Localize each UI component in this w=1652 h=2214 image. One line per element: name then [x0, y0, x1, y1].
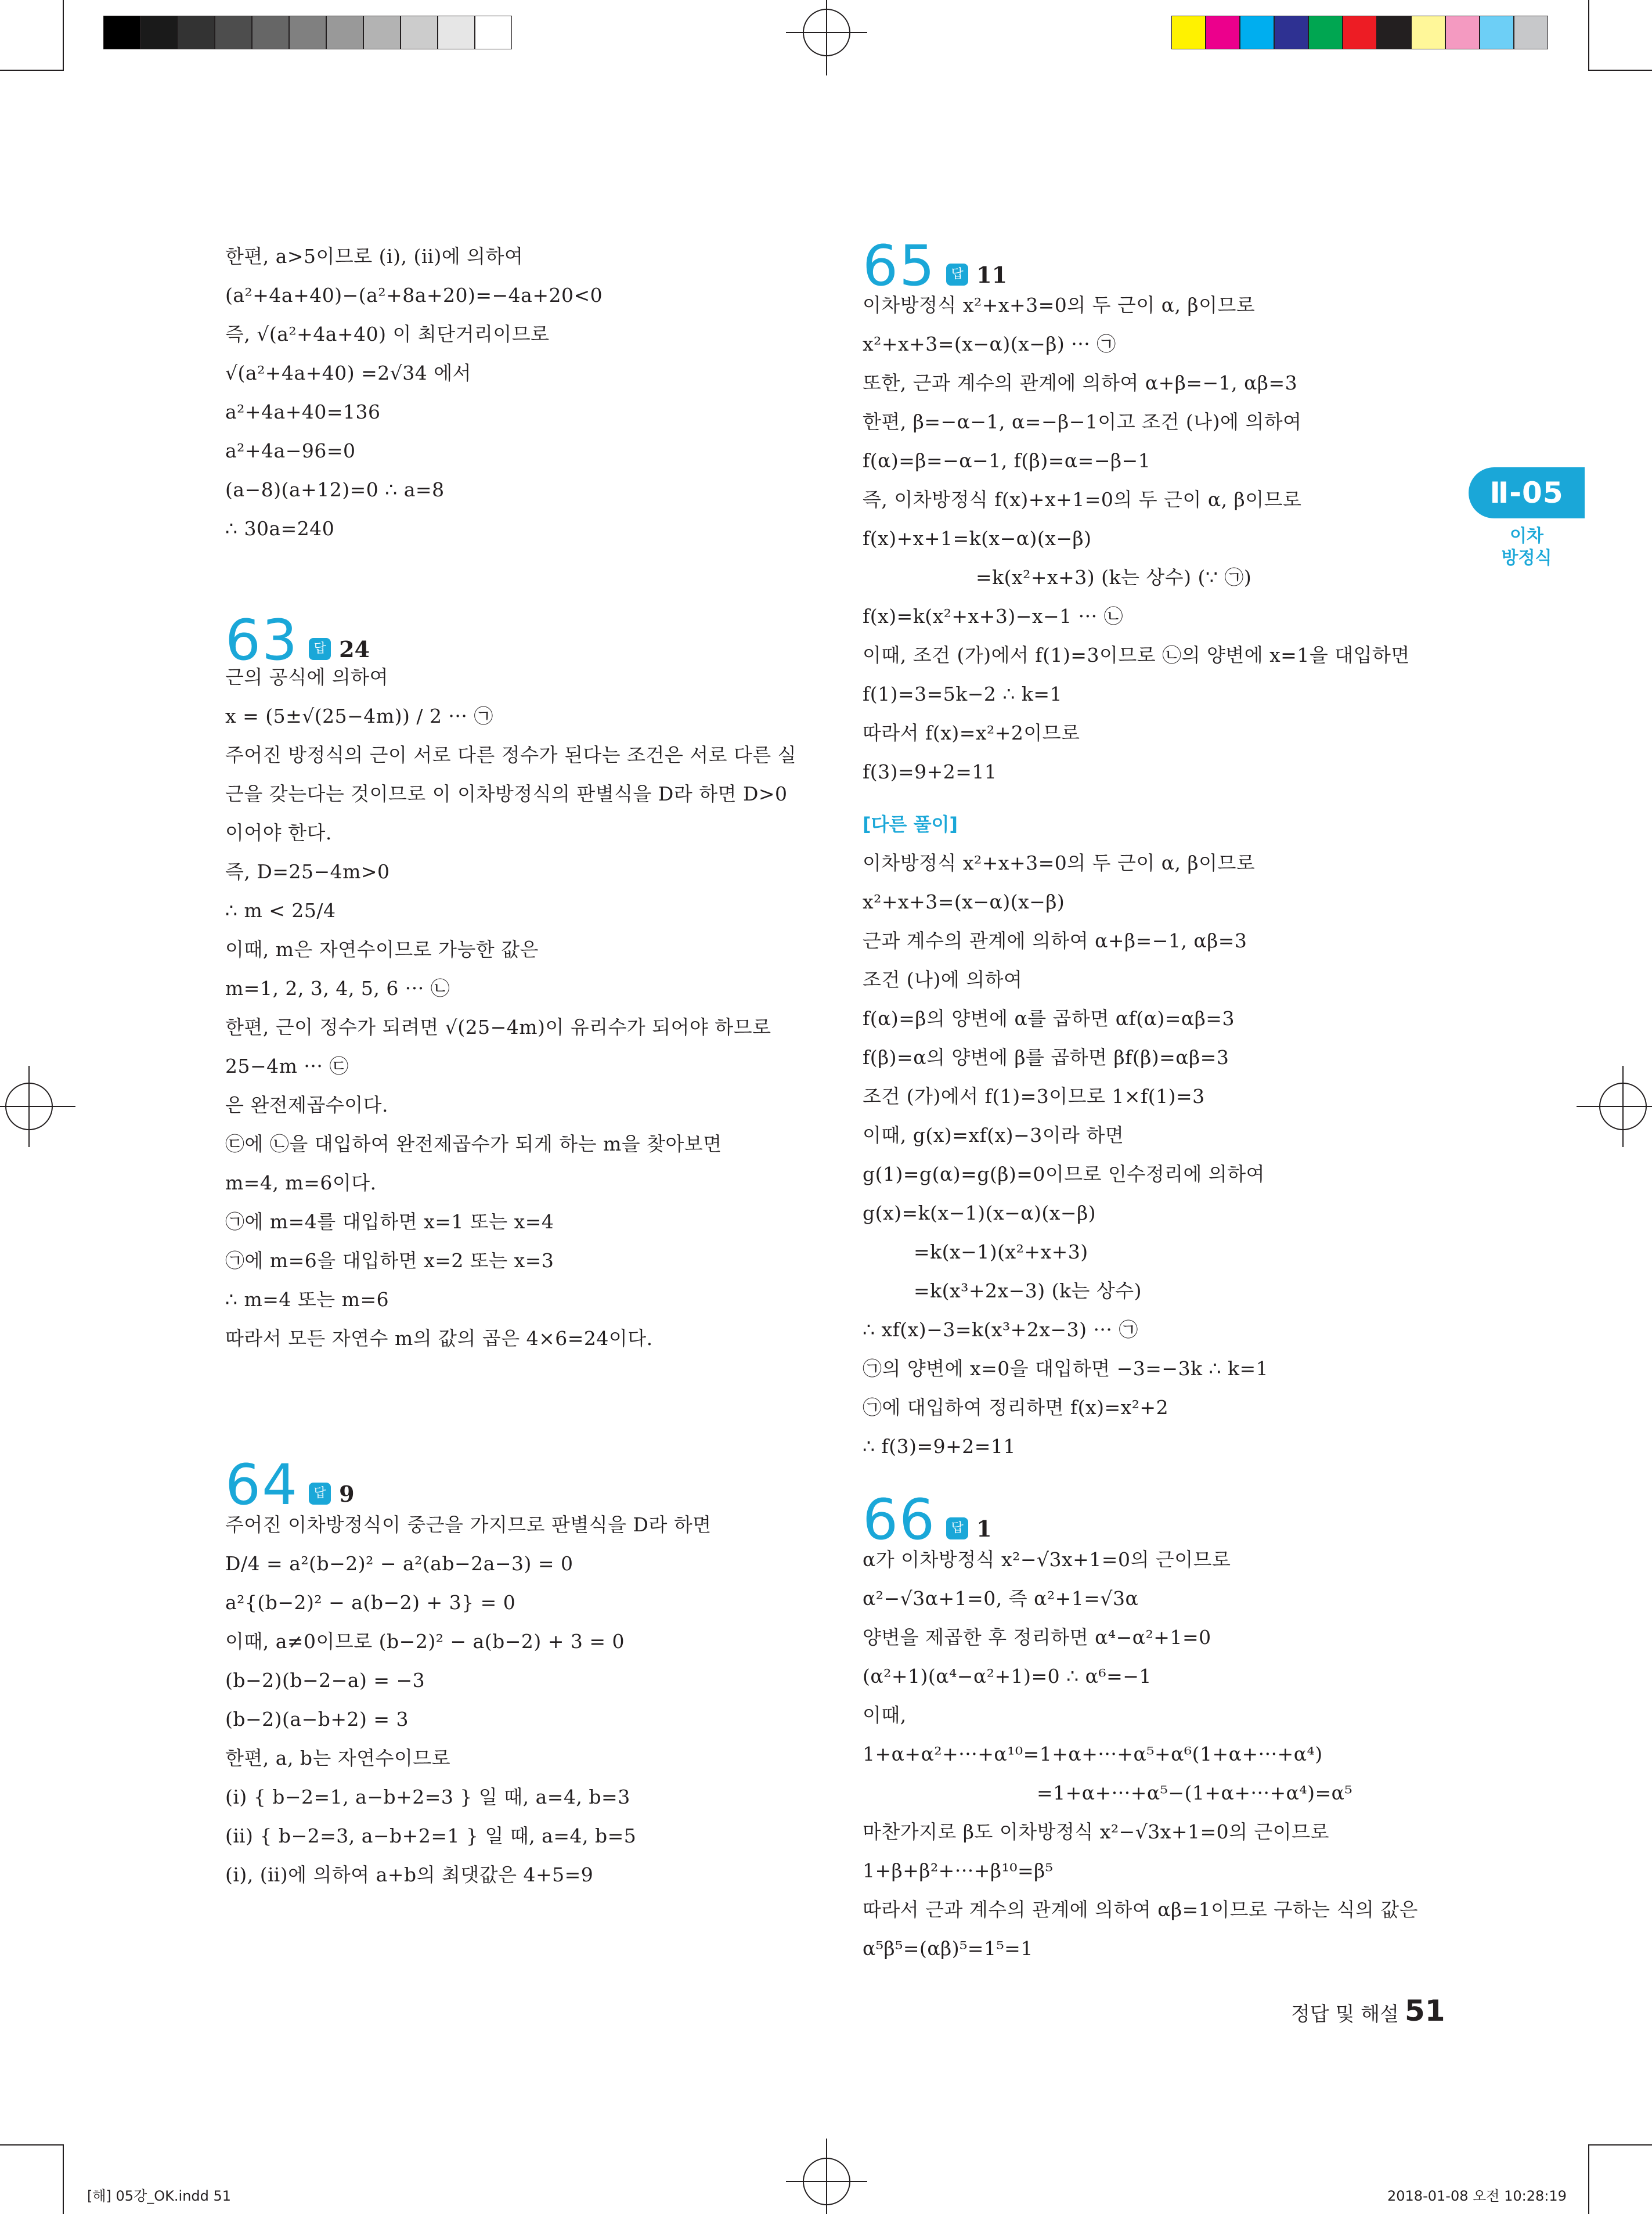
text-line: f(x)+x+1=k(x−α)(x−β): [863, 527, 1092, 550]
q65-header: [863, 233, 1008, 298]
q63-header: [225, 608, 370, 673]
text-line: α²−√3α+1=0, 즉 α²+1=√3α: [863, 1587, 1139, 1610]
color-swatch: [1480, 16, 1514, 49]
q64-answer: 9: [339, 1481, 355, 1507]
text-line: (a²+4a+40)−(a²+8a+20)=−4a+20<0: [225, 284, 603, 307]
text-line: √(a²+4a+40) =2√34 에서: [225, 362, 472, 384]
text-line: =k(x−1)(x²+x+3): [914, 1241, 1088, 1263]
text-line: 즉, D=25−4m>0: [225, 860, 390, 883]
crop-mark-bottom-left-v: [63, 2144, 64, 2214]
text-line: 한편, a>5이므로 (ⅰ), (ⅱ)에 의하여: [225, 245, 524, 268]
alt-solution-title: [다른 풀이]: [863, 813, 958, 835]
right-column: [863, 0, 1460, 2214]
q63-answer: 24: [339, 636, 370, 662]
text-line: x²+x+3=(x−α)(x−β): [863, 890, 1065, 913]
q65-answer: 11: [976, 262, 1008, 288]
text-line: 근을 갖는다는 것이므로 이 이차방정식의 판별식을 D라 하면 D>0: [225, 783, 788, 805]
text-line: 근과 계수의 관계에 의하여 α+β=−1, αβ=3: [863, 929, 1247, 952]
text-line: 따라서 모든 자연수 m의 값의 곱은 4×6=24이다.: [225, 1327, 653, 1350]
text-line: ㉠에 m=6을 대입하면 x=2 또는 x=3: [225, 1249, 554, 1272]
text-line: (ⅰ), (ⅱ)에 의하여 a+b의 최댓값은 4+5=9: [225, 1863, 594, 1886]
text-line: 조건 (가)에서 f(1)=3이므로 1×f(1)=3: [863, 1085, 1205, 1108]
text-line: 한편, 근이 정수가 되려면 √(25−4m)이 유리수가 되어야 하므로: [225, 1016, 771, 1039]
text-line: f(x)=k(x²+x+3)−x−1 ··· ㉡: [863, 605, 1124, 628]
text-line: g(x)=k(x−1)(x−α)(x−β): [863, 1202, 1096, 1224]
text-line: a²+4a+40=136: [225, 401, 381, 423]
text-line: (α²+1)(α⁴−α²+1)=0 ∴ α⁶=−1: [863, 1665, 1152, 1687]
text-line: 한편, a, b는 자연수이므로: [225, 1747, 451, 1769]
crop-mark-top-right-h: [1588, 70, 1652, 71]
text-line: f(α)=β=−α−1, f(β)=α=−β−1: [863, 449, 1151, 472]
left-column: [225, 0, 817, 2214]
q66-number: 66: [863, 1487, 936, 1552]
text-line: ∴ f(3)=9+2=11: [863, 1435, 1016, 1458]
crop-mark-bottom-left-h: [0, 2144, 64, 2146]
text-line: x = (5±√(25−4m)) / 2 ··· ㉠: [225, 705, 493, 727]
text-line: m=4, m=6이다.: [225, 1171, 377, 1194]
q63-number: 63: [225, 608, 299, 673]
page-number: 51: [1405, 1994, 1445, 2028]
crop-mark-bottom-right-h: [1588, 2144, 1652, 2146]
text-line: 즉, 이차방정식 f(x)+x+1=0의 두 근이 α, β이므로: [863, 488, 1302, 511]
text-line: x²+x+3=(x−α)(x−β) ··· ㉠: [863, 333, 1116, 355]
text-line: (a−8)(a+12)=0 ∴ a=8: [225, 478, 445, 501]
text-line: g(1)=g(α)=g(β)=0이므로 인수정리에 의하여: [863, 1163, 1265, 1185]
text-line: a²{(b−2)² − a(b−2) + 3} = 0: [225, 1591, 516, 1614]
text-line: 근의 공식에 의하여: [225, 666, 389, 688]
text-line: =k(x²+x+3) (k는 상수) (∵ ㉠): [976, 566, 1252, 589]
color-swatch: [140, 16, 178, 49]
text-line: 조건 (나)에 의하여: [863, 968, 1023, 991]
text-line: ∴ xf(x)−3=k(x³+2x−3) ··· ㉠: [863, 1318, 1138, 1341]
text-line: ∴ m < 25/4: [225, 899, 336, 922]
text-line: 또한, 근과 계수의 관계에 의하여 α+β=−1, αβ=3: [863, 372, 1298, 394]
text-line: 한편, β=−α−1, α=−β−1이고 조건 (나)에 의하여: [863, 410, 1302, 433]
text-line: ㉠에 m=4를 대입하면 x=1 또는 x=4: [225, 1210, 554, 1233]
text-line: (ⅱ) { b−2=3, a−b+2=1 } 일 때, a=4, b=5: [225, 1824, 637, 1847]
text-line: =1+α+···+α⁵−(1+α+···+α⁴)=α⁵: [1037, 1782, 1353, 1804]
text-line: 따라서 f(x)=x²+2이므로: [863, 722, 1080, 744]
slug-timestamp: 2018-01-08 오전 10:28:19: [1387, 2188, 1567, 2204]
text-line: f(α)=β의 양변에 α를 곱하면 αf(α)=αβ=3: [863, 1007, 1235, 1030]
chapter-tab: Ⅱ-05: [1469, 467, 1585, 518]
text-line: ㉠에 대입하여 정리하면 f(x)=x²+2: [863, 1396, 1169, 1419]
text-line: (b−2)(b−2−a) = −3: [225, 1669, 425, 1692]
chapter-caption-line1: 이차: [1510, 526, 1543, 546]
text-line: 25−4m ··· ㉢: [225, 1055, 349, 1077]
text-line: 1+β+β²+···+β¹⁰=β⁵: [863, 1859, 1054, 1882]
text-line: (ⅰ) { b−2=1, a−b+2=3 } 일 때, a=4, b=3: [225, 1786, 630, 1808]
text-line: ㉠의 양변에 x=0을 대입하면 −3=−3k ∴ k=1: [863, 1357, 1269, 1380]
text-line: 주어진 이차방정식이 중근을 가지므로 판별식을 D라 하면: [225, 1513, 712, 1536]
text-line: m=1, 2, 3, 4, 5, 6 ··· ㉡: [225, 977, 450, 1000]
text-line: a²+4a−96=0: [225, 439, 356, 462]
answer-badge-icon: 답: [309, 638, 331, 660]
text-line: 이때,: [863, 1704, 907, 1726]
text-line: (b−2)(a−b+2) = 3: [225, 1708, 409, 1730]
text-line: 즉, √(a²+4a+40) 이 최단거리이므로: [225, 323, 550, 345]
answer-badge-icon: 답: [309, 1483, 331, 1505]
crop-mark-top-left-v: [63, 0, 64, 70]
color-swatch: [103, 16, 140, 49]
text-line: D/4 = a²(b−2)² − a²(ab−2a−3) = 0: [225, 1552, 573, 1575]
text-line: =k(x³+2x−3) (k는 상수): [914, 1279, 1142, 1302]
q64-number: 64: [225, 1452, 299, 1517]
answer-badge-icon: 답: [946, 264, 968, 286]
q66-header: [863, 1487, 992, 1552]
registration-mark-right: [1565, 1060, 1652, 1153]
text-line: 이차방정식 x²+x+3=0의 두 근이 α, β이므로: [863, 294, 1256, 316]
text-line: 이때, 조건 (가)에서 f(1)=3이므로 ㉡의 양변에 x=1을 대입하면: [863, 644, 1410, 666]
crop-mark-bottom-right-v: [1588, 2144, 1589, 2214]
text-line: f(3)=9+2=11: [863, 760, 997, 783]
q64-header: [225, 1452, 355, 1517]
text-line: f(β)=α의 양변에 β를 곱하면 βf(β)=αβ=3: [863, 1046, 1229, 1069]
q66-answer: 1: [976, 1516, 992, 1542]
chapter-caption: [1469, 525, 1585, 569]
text-line: α가 이차방정식 x²−√3x+1=0의 근이므로: [863, 1548, 1231, 1571]
color-swatch: [1514, 16, 1548, 49]
text-line: 양변을 제곱한 후 정리하면 α⁴−α²+1=0: [863, 1626, 1211, 1649]
text-line: 마찬가지로 β도 이차방정식 x²−√3x+1=0의 근이므로: [863, 1820, 1330, 1843]
answer-badge-icon: 답: [946, 1517, 968, 1539]
crop-mark-top-left-h: [0, 70, 64, 71]
text-line: 1+α+α²+···+α¹⁰=1+α+···+α⁵+α⁶(1+α+···+α⁴): [863, 1743, 1323, 1765]
text-line: 은 완전제곱수이다.: [225, 1094, 389, 1116]
text-line: 따라서 근과 계수의 관계에 의하여 αβ=1이므로 구하는 식의 값은: [863, 1898, 1418, 1921]
q65-number: 65: [863, 233, 936, 298]
text-line: 이때, m은 자연수이므로 가능한 값은: [225, 938, 539, 961]
text-line: ∴ m=4 또는 m=6: [225, 1288, 389, 1311]
text-line: 이때, a≠0이므로 (b−2)² − a(b−2) + 3 = 0: [225, 1630, 625, 1653]
color-swatch: [178, 16, 215, 49]
text-line: 이차방정식 x²+x+3=0의 두 근이 α, β이므로: [863, 852, 1256, 874]
text-line: 이어야 한다.: [225, 821, 332, 844]
slug-file-info: [해] 05강_OK.indd 51: [87, 2188, 232, 2204]
text-line: 주어진 방정식의 근이 서로 다른 정수가 된다는 조건은 서로 다른 실: [225, 744, 797, 766]
chapter-caption-line2: 방정식: [1501, 548, 1552, 568]
crop-mark-top-right-v: [1588, 0, 1589, 70]
footer-title: 정답 및 해설: [1291, 2003, 1399, 2026]
text-line: 이때, g(x)=xf(x)−3이라 하면: [863, 1124, 1124, 1146]
text-line: ∴ 30a=240: [225, 517, 335, 540]
text-line: ㉢에 ㉡을 대입하여 완전제곱수가 되게 하는 m을 찾아보면: [225, 1133, 722, 1155]
text-line: α⁵β⁵=(αβ)⁵=1⁵=1: [863, 1937, 1033, 1960]
text-line: f(1)=3=5k−2 ∴ k=1: [863, 683, 1063, 705]
registration-mark-left: [0, 1060, 87, 1153]
